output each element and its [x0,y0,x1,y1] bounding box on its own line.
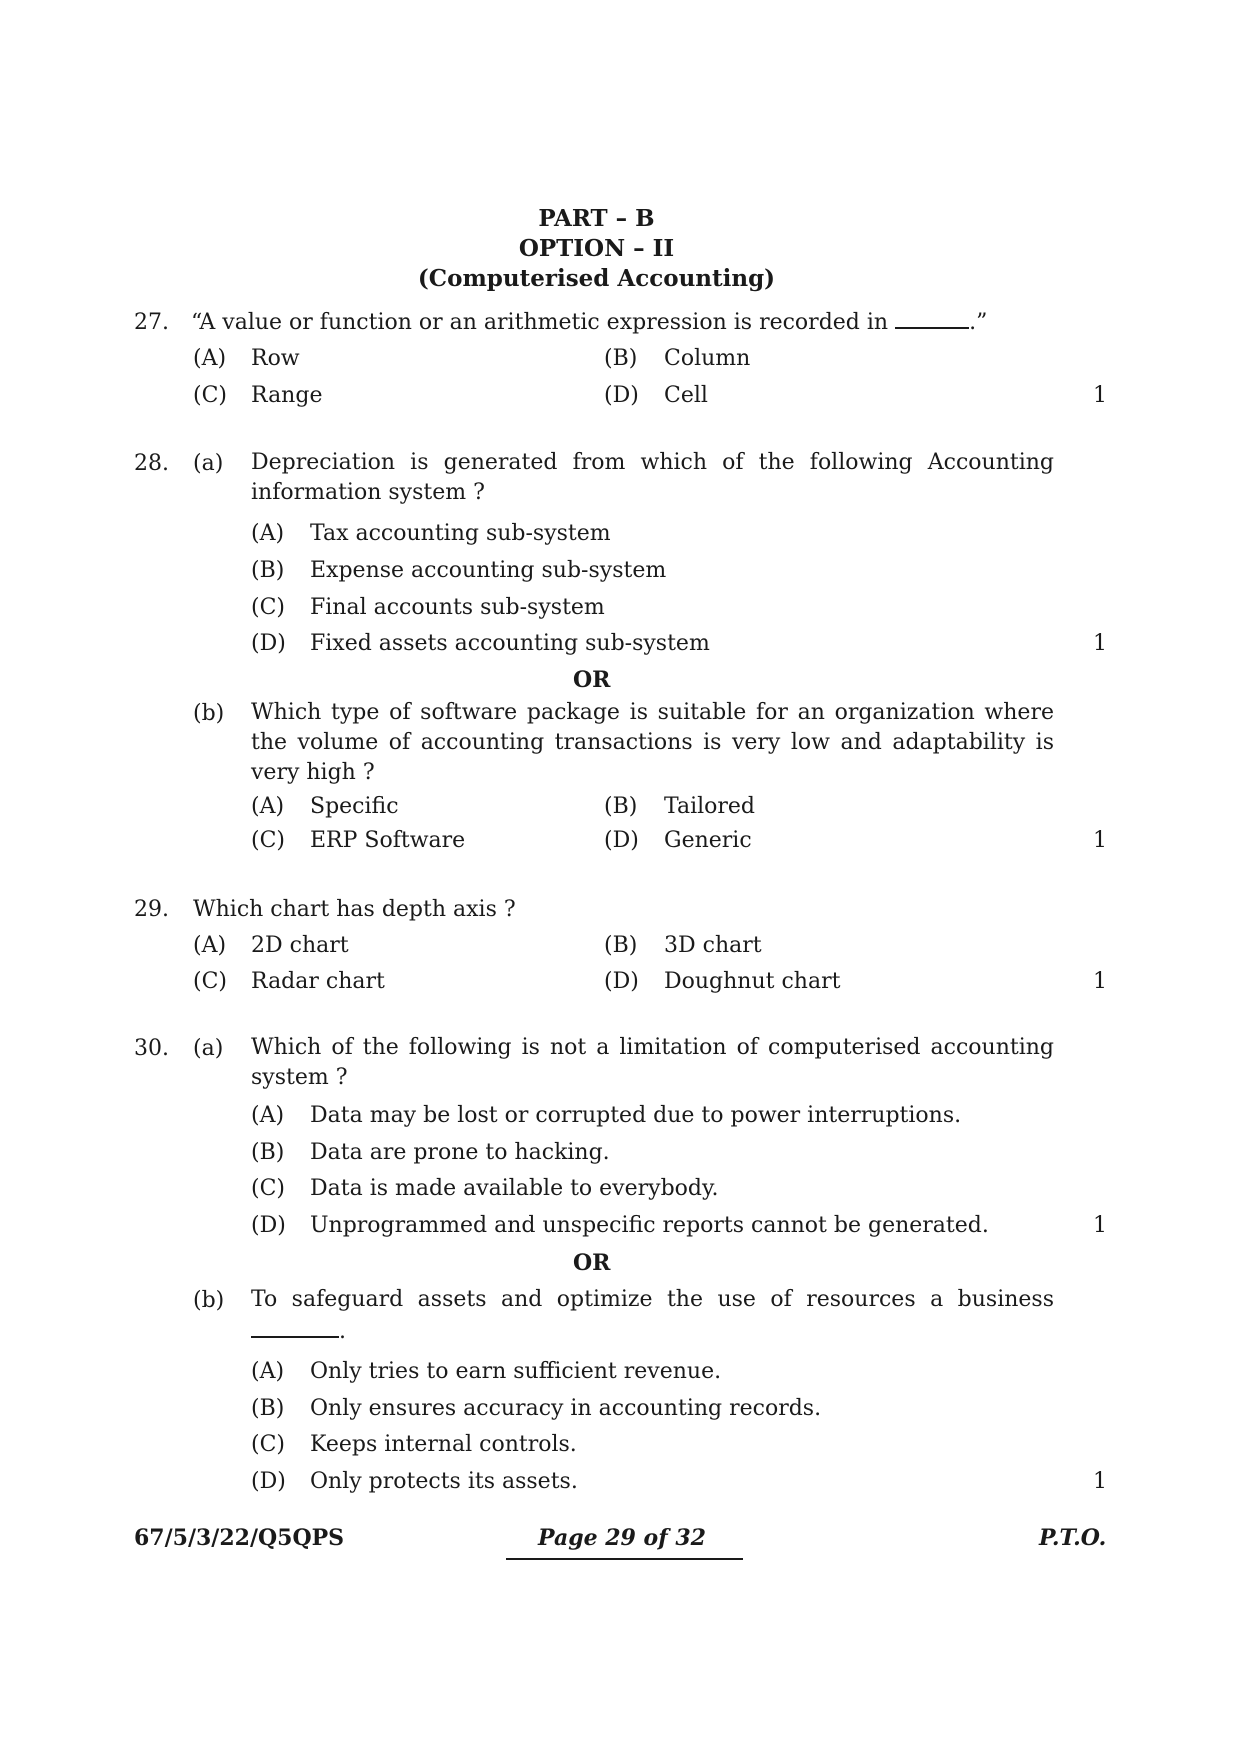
marks: 1 [1093,631,1107,656]
option-label: (C) [251,828,285,853]
question-text: To safeguard assets and optimize the use of resources a business [251,1287,1054,1312]
option-text: 2D chart [251,933,349,958]
option-text: Column [664,346,751,371]
fill-blank: . [251,1318,346,1346]
question-number: 29. [134,897,169,922]
option-text: Specific [310,794,399,819]
marks: 1 [1093,1213,1107,1238]
option-text: Keeps internal controls. [310,1432,577,1457]
option-text: Radar chart [251,969,385,994]
option-label: (B) [604,346,638,371]
sub-part-label: (b) [193,701,225,726]
page-number: Page 29 of 32 [538,1525,706,1551]
sub-part-label: (a) [193,1036,224,1061]
fill-blank [895,309,969,329]
option-label: (C) [251,1176,285,1201]
option-label: (B) [251,558,285,583]
marks: 1 [1093,969,1107,994]
option-label: (D) [604,969,639,994]
option-label: (A) [251,794,285,819]
question-number: 27. [134,310,169,335]
option-text: Only ensures accuracy in accounting records. [310,1396,822,1421]
option-label: (A) [251,521,285,546]
option-text: ERP Software [310,828,466,853]
or-separator: OR [573,667,611,693]
option-label: (A) [193,933,227,958]
option-label: (B) [251,1140,285,1165]
option-text: Generic [664,828,752,853]
option-text: Tax accounting sub-system [310,521,611,546]
option-label: (A) [193,346,227,371]
marks: 1 [1093,383,1107,408]
option-text: Tailored [664,794,756,819]
option-label: (B) [604,794,638,819]
option-label: (B) [251,1396,285,1421]
option-text: Only protects its assets. [310,1469,578,1494]
option-heading: OPTION – II [518,235,675,262]
or-separator: OR [573,1250,611,1276]
option-text: Unprogrammed and unspecific reports cannot be generated. [310,1213,989,1238]
sub-part-label: (a) [193,451,224,476]
option-text: Range [251,383,323,408]
question-text: Which chart has depth axis ? [193,897,516,922]
option-text: Final accounts sub-system [310,595,605,620]
marks: 1 [1093,828,1107,853]
option-label: (C) [193,969,227,994]
option-label: (C) [193,383,227,408]
option-text: Doughnut chart [664,969,841,994]
question-number: 30. [134,1036,169,1061]
option-label: (D) [251,1213,286,1238]
question-text: Which of the following is not a limitation of computerised accounting system ? [251,1035,1054,1090]
option-label: (D) [251,631,286,656]
option-label: (C) [251,1432,285,1457]
part-heading: PART – B [538,205,655,232]
question-number: 28. [134,451,169,476]
option-text: Cell [664,383,708,408]
option-label: (D) [604,828,639,853]
question-text: Which type of software package is suitable for an organization where the volume of accounting transactions is very low and adaptability is very high ? [251,700,1054,785]
option-label: (D) [604,383,639,408]
question-text: Depreciation is generated from which of the following Accounting information system ? [251,450,1054,505]
question-text: “A value or function or an arithmetic expression is recorded in .” [191,310,988,335]
option-label: (C) [251,595,285,620]
option-text: 3D chart [664,933,762,958]
subject-heading: (Computerised Accounting) [417,265,776,292]
option-text: Only tries to earn sufficient revenue. [310,1359,722,1384]
option-label: (B) [604,933,638,958]
option-label: (D) [251,1469,286,1494]
option-text: Data are prone to hacking. [310,1140,610,1165]
paper-code: 67/5/3/22/Q5QPS [134,1525,345,1551]
option-label: (A) [251,1103,285,1128]
pto-label: P.T.O. [1039,1525,1107,1551]
option-text: Data is made available to everybody. [310,1176,719,1201]
option-text: Expense accounting sub-system [310,558,667,583]
option-text: Data may be lost or corrupted due to power interruptions. [310,1103,962,1128]
option-label: (A) [251,1359,285,1384]
page-number-underline [506,1558,743,1560]
marks: 1 [1093,1469,1107,1494]
option-text: Fixed assets accounting sub-system [310,631,710,656]
sub-part-label: (b) [193,1288,225,1313]
option-text: Row [251,346,300,371]
